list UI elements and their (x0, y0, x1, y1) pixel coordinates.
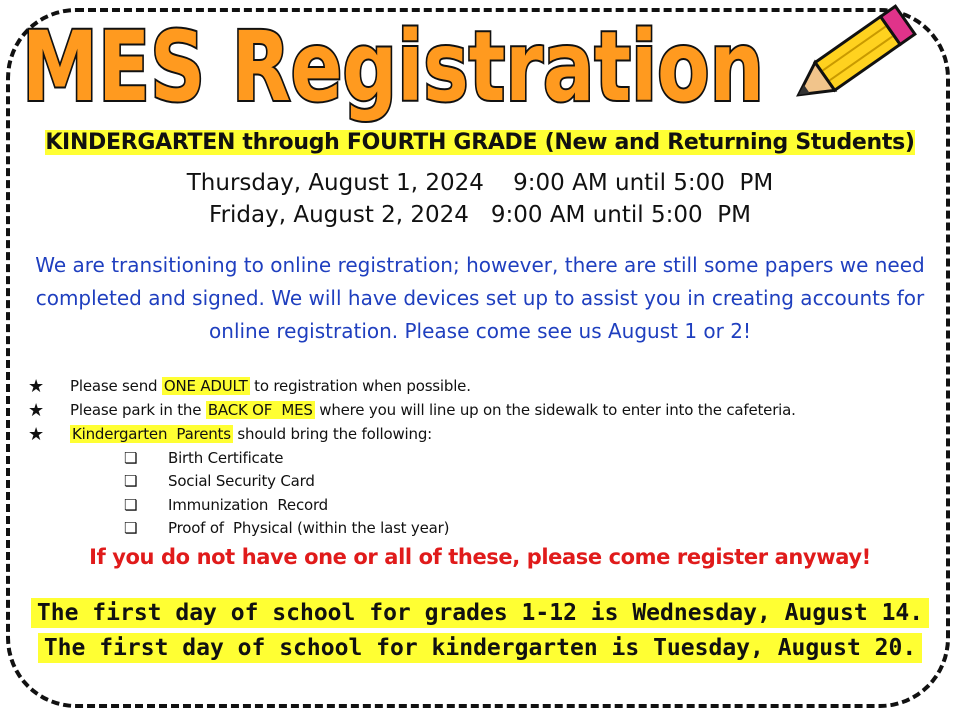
checklist-item (124, 493, 449, 517)
date-line-thursday: Thursday, August 1, 2024 9:00 AM until 5:00 PM (186, 170, 774, 196)
highlight-back-of-mes: BACK OF MES (207, 401, 313, 419)
checkbox-icon: ❏ (124, 472, 138, 491)
grades-text: KINDERGARTEN through FOURTH GRADE (New and Returning Students) (45, 130, 915, 155)
checkbox-icon: ❏ (124, 519, 138, 538)
checklist-text: Birth Certificate (168, 448, 284, 467)
list-item (28, 422, 948, 446)
checkbox-icon: ❏ (124, 495, 138, 514)
list-item (28, 374, 948, 398)
highlight-kindergarten-parents: Kindergarten Parents (72, 425, 231, 443)
checklist-item (124, 470, 449, 494)
bullet-text: Please park in the BACK OF MES where you will line up on the sidewalk to enter into the cafeteria. (70, 401, 796, 419)
star-icon: ★ (28, 375, 44, 397)
bullet-text: Please send ONE ADULT to registration when possible. (70, 377, 471, 395)
checkbox-icon: ❏ (124, 448, 138, 467)
first-day-grades-1-12 (0, 600, 960, 626)
checklist-item (124, 446, 449, 470)
first-day-text: The first day of school for kindergarten is Tuesday, August 20. (38, 633, 922, 663)
checklist-item (124, 517, 449, 541)
star-icon: ★ (28, 423, 44, 445)
star-icon: ★ (28, 399, 44, 421)
title-text-graphic (14, 6, 774, 123)
list-item (28, 398, 948, 422)
first-day-text: The first day of school for grades 1-12 is Wednesday, August 14. (31, 598, 929, 628)
online-registration-message: We are transitioning to online registration; however, there are still some papers we need completed and signed. We will have devices set up to assist you in creating accounts for online registration. Please come see us August 1 or 2! (35, 253, 925, 343)
checklist-text: Immunization Record (168, 495, 328, 514)
checklist-text: Proof of Physical (within the last year) (168, 519, 450, 538)
date-line-friday: Friday, August 2, 2024 9:00 AM until 5:00 PM (209, 202, 751, 228)
title-text: MES Registration (22, 11, 764, 123)
register-anyway-notice: If you do not have one or all of these, please come register anyway! (89, 545, 871, 569)
instruction-list (28, 374, 948, 446)
checklist-text: Social Security Card (168, 472, 315, 491)
page-title (14, 6, 774, 123)
bullet-text: Kindergarten Parents should bring the following: (72, 425, 432, 443)
grades-heading (0, 130, 960, 155)
pencil-icon (780, 10, 920, 110)
kindergarten-checklist (124, 446, 449, 540)
highlight-one-adult: ONE ADULT (163, 377, 248, 395)
first-day-kindergarten (0, 635, 960, 661)
